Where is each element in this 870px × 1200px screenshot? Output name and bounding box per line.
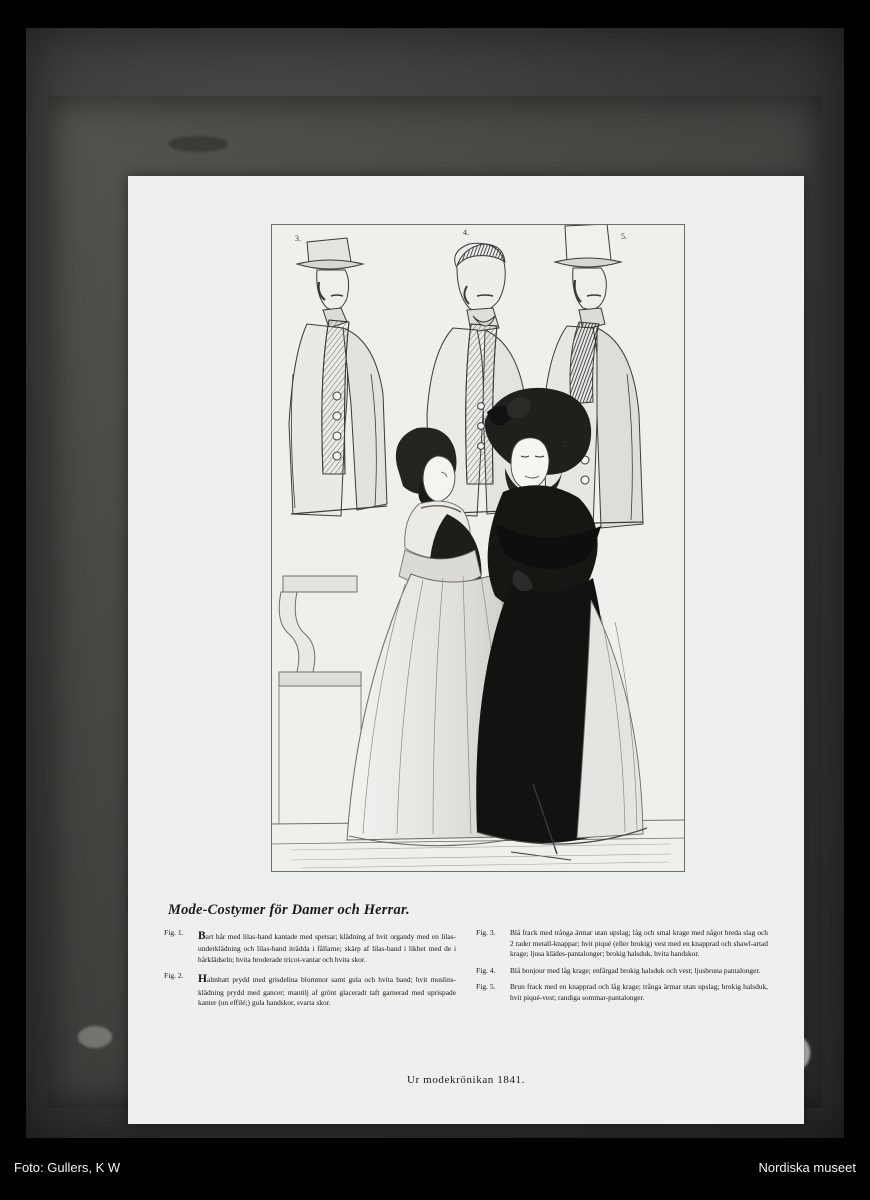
photo-mount-board <box>26 28 844 1138</box>
engraving-border <box>271 224 685 872</box>
source-line: Ur modekrönikan 1841. <box>407 1074 525 1086</box>
caption-entry-label: Fig. 1. <box>164 928 184 937</box>
caption-dropcap: B <box>198 930 206 942</box>
caption-entry-label: Fig. 2. <box>164 971 184 981</box>
caption-block <box>164 902 768 1042</box>
figure-number-2: 2. <box>563 440 569 449</box>
caption-entry-body: Blå bonjour med låg krage; enfärgad brokig halsduk och vest; ljusbruna pantalonger. <box>510 965 761 975</box>
photo-mount-inner <box>48 96 822 1108</box>
figure-number-3: 3. <box>295 234 301 243</box>
caption-title: Mode-Costymer för Damer och Herrar. <box>168 902 410 918</box>
caption-entry <box>164 971 456 1008</box>
caption-entry-body: Blå frack med trånga ärmar utan upslag; låg och smal krage med något breda slag och 2 rader metall-knappar; hvit piqué (eller brokig) vest med en knapprad och shawl-artad krage; ljusa klädes-pantalonger; brokig halsduk, hvita handskor. <box>510 928 768 959</box>
figure-number-4: 4. <box>463 228 469 237</box>
caption-entry <box>476 928 768 960</box>
caption-dropcap: H <box>198 973 207 986</box>
caption-column-right <box>476 928 768 1015</box>
caption-entry-label: Fig. 4. <box>476 965 496 975</box>
emulsion-blemish <box>78 1026 112 1048</box>
photographer-credit: Foto: Gullers, K W <box>14 1160 121 1175</box>
caption-entry <box>164 928 456 965</box>
caption-column-left <box>164 928 456 1015</box>
institution-label: Nordiska museet <box>758 1160 856 1175</box>
fashion-engraving <box>271 224 685 872</box>
caption-entry <box>476 982 768 1003</box>
status-bar <box>0 1138 870 1200</box>
caption-entry-text <box>198 971 456 1008</box>
caption-entry-label: Fig. 3. <box>476 928 496 937</box>
caption-entry-label: Fig. 5. <box>476 982 496 992</box>
emulsion-blemish <box>168 136 228 152</box>
fashion-plate-page <box>128 176 804 1124</box>
caption-entry <box>476 966 768 977</box>
caption-entry-text <box>198 928 456 965</box>
caption-entry-body: almhatt prydd med grisdelina blommor samt gula och hvita band; hvit muslins-klädning prydd med gancer; mantilj af grönt glaceradt taft garnerad med uprispade kanter (un effilé;) gula handskor, svarta skor. <box>198 975 456 1008</box>
caption-entry-body: Brun frack med en knapprad och låg krage; trånga ärmar utan upslag; brokig halsduk, hvit piqué-vest; randiga sommar-pantalonger. <box>510 982 768 1002</box>
caption-entry-body: art hår med lilas-band kantade med spetsar; klädning af hvit organdy med en lilas-underklädning och lilas-band iträdda i fållarne; skärp af lilas-band i likhet med de i hårklädseln; hvita broderade tricot-vantar och hvita skor. <box>198 932 456 964</box>
figure-number-5: 5. <box>621 232 627 241</box>
